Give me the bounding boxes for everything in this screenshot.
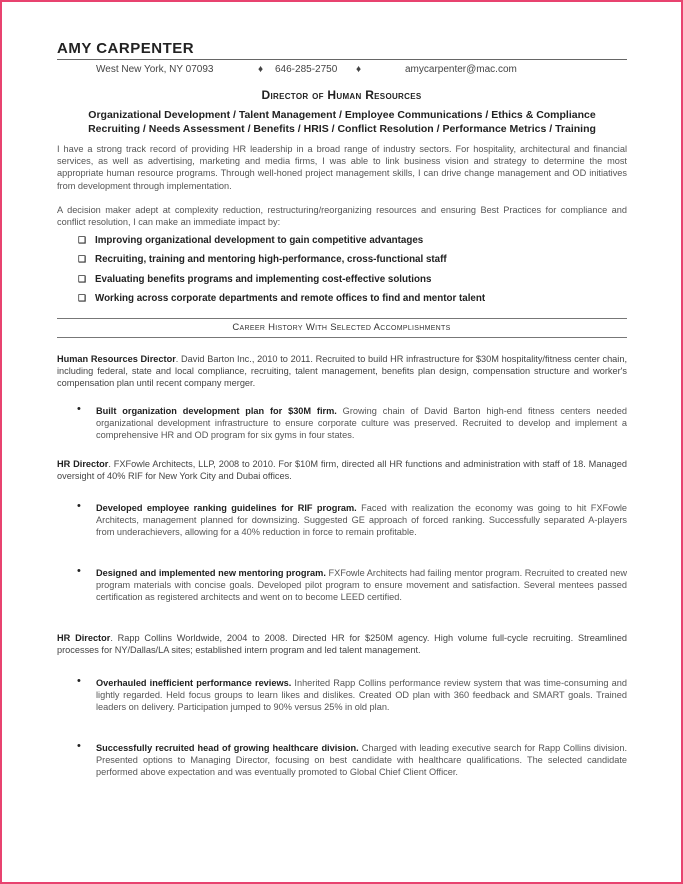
checkbox-icon: ❑ [78, 254, 87, 264]
candidate-name: AMY CARPENTER [57, 40, 195, 57]
accomplishment [96, 742, 627, 779]
job-description: . FXFowle Architects, LLP, 2008 to 2010. For $10M firm, directed all HR functions and administration with staff of 18. Managed oversight of 40% RIF for New York City and Dubai offices. [57, 459, 627, 482]
contact-phone: 646-285-2750 [275, 64, 338, 75]
job-description: . David Barton Inc., 2010 to 2011. Recruited to build HR infrastructure for $30M hospitality/fitness center chain, including federal, state and local compliance, recruiting, talent management, benefits plan design, compensation structure and worker's compensation plan until recent company merger. [57, 354, 627, 389]
impact-item [78, 293, 485, 304]
impact-text: Working across corporate departments and remote offices to find and mentor talent [95, 293, 486, 304]
summary-paragraph: A decision maker adept at complexity reduction, restructuring/reorganizing resources and ensuring Best Practices for compliance and conflict resolution, I can make an immediate impact by: [57, 205, 627, 228]
accomplishment-lead: Designed and implemented new mentoring program. [96, 568, 326, 578]
impact-text: Improving organizational development to gain competitive advantages [95, 235, 424, 246]
bullet-icon: • [77, 675, 81, 687]
bullet-icon: • [77, 500, 81, 512]
job-entry [57, 458, 627, 482]
contact-email: amycarpenter@mac.com [405, 64, 517, 75]
section-divider [57, 318, 627, 319]
accomplishment-text: Faced with realization the economy was going to hit FXFowle Architects, management planned for downsizing. Suggested GE approach of forced ranking. Successfully separated A-players from underachievers, allowing for a 40% reduction in force to remain profitable. [96, 503, 627, 538]
accomplishment-lead: Developed employee ranking guidelines for RIF program. [96, 503, 357, 513]
impact-item [78, 274, 431, 285]
impact-item [78, 254, 447, 265]
section-divider [57, 337, 627, 338]
accomplishment [96, 567, 627, 604]
contact-location: West New York, NY 07093 [96, 64, 214, 75]
checkbox-icon: ❑ [78, 274, 87, 284]
skills-line: Recruiting / Needs Assessment / Benefits / HRIS / Conflict Resolution / Performance Metrics / Training [88, 123, 596, 135]
bullet-icon: • [77, 740, 81, 752]
accomplishment-text: Charged with leading executive search for Rapp Collins division. Presented options to Managing Director, focusing on best candidate with healthcare qualifications. The selected candidate performed above expectation and was eventually promoted to Global Chief Client Officer. [96, 743, 627, 778]
checkbox-icon: ❑ [78, 235, 87, 245]
accomplishment-lead: Built organization development plan for $30M firm. [96, 406, 337, 416]
bullet-icon: • [77, 403, 81, 415]
accomplishment-text: FXFowle Architects had failing mentor program. Recruited to created new program materials with concise goals. Developed pilot program to ensure movement and satisfaction. Several mentees passed certification as registered architects and went on to become LEED certified. [96, 568, 627, 603]
job-role: HR Director [57, 459, 109, 469]
accomplishment-lead: Successfully recruited head of growing healthcare division. [96, 743, 359, 753]
job-role: Human Resources Director [57, 354, 176, 364]
accomplishment-lead: Overhauled inefficient performance reviews. [96, 678, 292, 688]
impact-text: Recruiting, training and mentoring high-performance, cross-functional staff [95, 254, 447, 265]
contact-separator: ♦ [356, 64, 362, 75]
bullet-icon: • [77, 565, 81, 577]
accomplishment [96, 502, 627, 539]
accomplishment [96, 677, 627, 714]
job-description: . Rapp Collins Worldwide, 2004 to 2008. Directed HR for $250M agency. High volume full-cycle recruiting. Streamlined processes for NY/Dallas/LA sites; established intern program and led talent management. [57, 633, 627, 656]
impact-text: Evaluating benefits programs and implementing cost-effective solutions [95, 274, 432, 285]
header-divider [57, 59, 627, 60]
section-title: Career History With Selected Accomplishments [232, 322, 451, 333]
job-entry [57, 632, 627, 656]
job-title: Director of Human Resources [261, 88, 422, 102]
job-entry [57, 353, 627, 390]
accomplishment [96, 405, 627, 442]
checkbox-icon: ❑ [78, 293, 87, 303]
accomplishment-text: Growing chain of David Barton high-end fitness centers needed organizational development infrastructure to ensure corporate culture was preserved. Recruited to develop and implement a comprehensive HR and OD program for six gyms in four states. [96, 406, 627, 441]
impact-item [78, 235, 423, 246]
contact-separator: ♦ [258, 64, 264, 75]
skills-line: Organizational Development / Talent Management / Employee Communications / Ethics & Compliance [88, 109, 596, 121]
job-role: HR Director [57, 633, 111, 643]
accomplishment-text: Inherited Rapp Collins performance review system that was time-consuming and lightly regarded. Held focus groups to learn likes and dislikes. Created OD plan with 360 feedback and SMART goals. Trained leaders on delivery. Participation jumped to 90% versus 25% in old plan. [96, 678, 627, 713]
summary-paragraph: I have a strong track record of providing HR leadership in a broad range of industry sectors. For hospitality, architectural and financial services, as well as advertising, marketing and media firms, I was able to link business vision and strategy to determine the most appropriate human resource programs. Through well-honed project management skills, I can drive change management and OD initiatives from development through implementation. [57, 144, 627, 191]
